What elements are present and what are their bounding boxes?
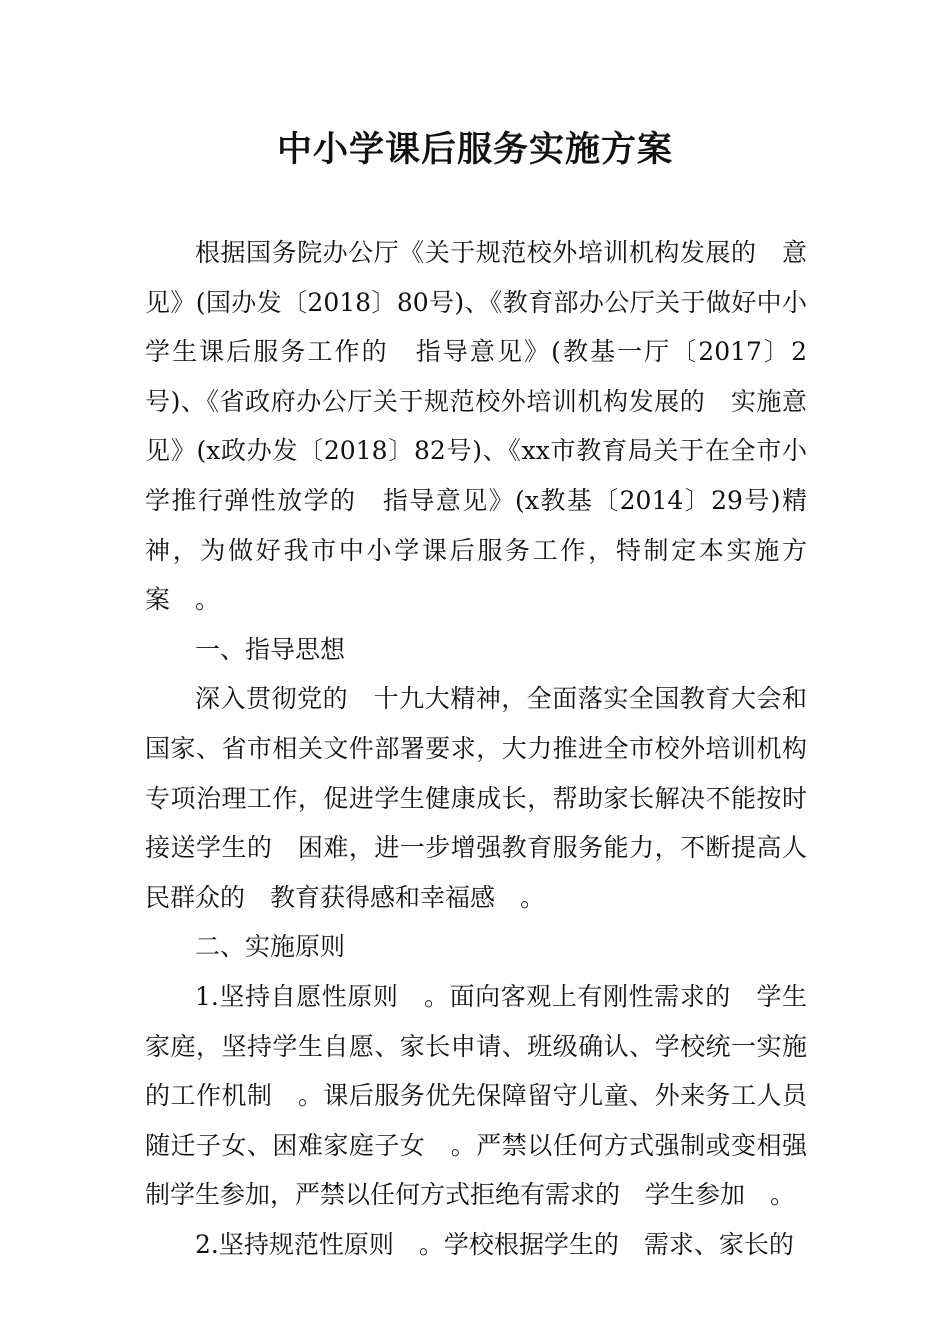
document-body (145, 228, 807, 1269)
paragraph-principle-normative: 2.坚持规范性原则 。学校根据学生的 需求、家长的 (195, 1229, 794, 1259)
paragraph-principle-voluntary: 1.坚持自愿性原则 。面向客观上有刚性需求的 学生家庭，坚持学生自愿、家长申请、班级确认、学校统一实施的工作机制 。课后服务优先保障留守儿童、外来务工人员随迁子女、困难家庭子女 。严禁以任何方式强制或变相强制学生参加，严禁以任何方式拒绝有需求的 学生参加 。 (145, 981, 807, 1210)
section-heading-guiding-ideology: 一、指导思想 (195, 634, 346, 664)
paragraph-intro: 根据国务院办公厅《关于规范校外培训机构发展的 意见》(国办发〔2018〕80号)、《教育部办公厅关于做好中小学生课后服务工作的 指导意见》(教基一厅〔2017〕2号)、《省政府办公厅关于规范校外培训机构发展的 实施意见》(x政办发〔2018〕82号)、《xx市教育局关于在全市小学推行弹性放学的 指导意见》(x教基〔2014〕29号)精神，为做好我市中小学课后服务工作，特制定本实施方案 。 (145, 238, 807, 615)
paragraph-guiding-ideology: 深入贯彻党的 十九大精神，全面落实全国教育大会和国家、省市相关文件部署要求，大力推进全市校外培训机构专项治理工作，促进学生健康成长，帮助家长解决不能按时接送学生的 困难，进一步增强教育服务能力，不断提高人民群众的 教育获得感和幸福感 。 (145, 684, 807, 912)
section-heading-principles: 二、实施原则 (195, 932, 346, 962)
document-title: 中小学课后服务实施方案 (276, 129, 673, 170)
